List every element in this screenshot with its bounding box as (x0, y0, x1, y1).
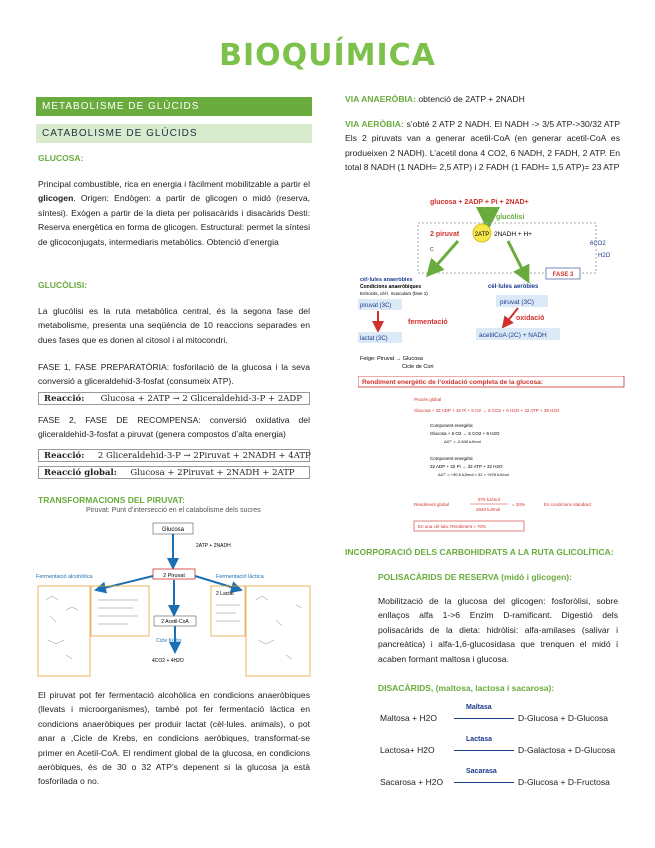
piruvat-figure (36, 520, 312, 680)
rend-comp1: Component energètic (430, 423, 474, 428)
fig-krebs: Cicle Krebs (156, 638, 182, 644)
rend-frac-den: 2840 kJ/mol (476, 507, 501, 512)
diag-lactat: lactat (3C) (360, 336, 388, 342)
glucosa-text-post: . Origen: Endògen: a partir de glicogen o midó (reserva, síntesi). Exògen a partir de la dieta per polisacàrids i disacàrids Desti: Reserva energètica en forma de glicogen. Estructural: permet la síntesi de glicoconjugats, intermediaris metabòlics. Obtenció d’energia (38, 193, 310, 247)
rend-title: Rendiment energètic de l’oxidació completa de la glucosa: (362, 379, 543, 386)
via-aerobia-text: s’obté 2 ATP 2 NADH. El NADH -> 3/5 ATP->30/32 ATP Els 2 piruvats van a generar acetil-CoA (en generar acetil-CoA es produeixen 2 NADH). L’acetil dona 4 CO2, 6 NADH, 2 FADH, 2 ATP. En total 8 NADH (1 NADH= 2,5 ATP) i 2 FADH (1 FADH= 1,5 ATP)= 23 ATP (345, 119, 620, 173)
diag-nadh: 2NADH + H+ (494, 231, 532, 238)
reaction-arrow (454, 782, 514, 783)
via-anaerobia-label: VIA ANAERÒBIA: (345, 94, 416, 104)
fig-lactate: 2 Lactat (216, 591, 234, 597)
fig-atp-label: 2ATP + 2NADH (196, 543, 231, 549)
reaction-enzyme: Maltasa (466, 704, 492, 711)
diag-anaerobic-sub: Condicions anaeròbiques (360, 284, 422, 290)
diag-co2: 6CO2 (590, 241, 606, 247)
diag-aerobic: cèl·lules aeròbies (488, 284, 539, 290)
diag-acetil: acetilCoA (2C) + NADH (479, 332, 547, 339)
diag-atp: 2ATP (474, 232, 490, 238)
fase1-paragraph: FASE 1, FASE PREPARATÒRIA: fosforilació de la glucosa i la seva conversió a gliceraldehid-3-fosfat (consumeix ATP). (38, 362, 310, 387)
reaction-fase1 (38, 392, 310, 405)
fig-glucose-label: Glucosa (161, 527, 185, 533)
glucosa-text-pre: Principal combustible, rica en energia i fàcilment mobilitzable a partir el (38, 179, 310, 189)
rend-eq-global: Glucosa + 32 ADP + 32 Pi + 6 O2 → 6 CO2 + 6 H2O + 32 ATP + 38 H2O (414, 408, 560, 413)
diag-piruvat3c-left: piruvat (3C) (360, 303, 392, 309)
diag-anaerobic-sub2: Eritrocits, cèl·l. musculars (fase 1) (360, 291, 428, 296)
reaction-arrow (454, 750, 514, 751)
reaction-left: Lactosa+ H2O (380, 745, 435, 755)
fig-acetyl: 2 Acetil-CoA (161, 619, 189, 625)
rendiment-figure (358, 376, 628, 538)
reaction-fase1-formula: Glucosa + 2ATP → 2 Gliceraldehid-3-P + 2ADP (100, 394, 302, 404)
reaction-right: D-Glucosa + D-Glucosa (518, 713, 608, 723)
reaction-global (38, 466, 310, 479)
rend-label: Rendiment global (414, 502, 450, 507)
reaction-fase2-label: Reacció: (44, 451, 85, 461)
rend-cell: En una cèl·lula: Rendiment ≈ 70% (418, 524, 487, 529)
rend-comp1-eq: Glucosa + 6 O2 → 6 CO2 + 6 H2O (430, 431, 500, 436)
reaction-sacarosa (380, 768, 630, 808)
fig-co2: 4CO2 + 4H2O (152, 658, 184, 664)
diag-top: glucosa + 2ADP + Pi + 2NAD+ (430, 199, 529, 206)
reaction-left: Sacarosa + H2O (380, 777, 444, 787)
reaction-fase2 (38, 449, 310, 462)
heading-disacarids: DISACÀRIDS, (maltosa, lactosa i sacarosa): (378, 683, 555, 693)
reaction-enzyme: Lactasa (466, 736, 493, 743)
piruvat-figure-caption: Piruvat: Punt d’intersecció en el catabolisme dels sucres (86, 507, 261, 514)
fig-alc-ferm: Fermentació alcohòlica (36, 574, 93, 580)
reaction-arrow (454, 718, 514, 719)
diag-glucolisi: glucòlisi (496, 214, 525, 221)
via-aerobia (345, 117, 620, 175)
rend-proces-global: Procés global (414, 397, 442, 402)
reaction-right: D-Glucosa + D-Fructosa (518, 777, 610, 787)
rend-comp2-eq: 32 ADP + 32 Pi → 32 ATP + 32 H2O (430, 464, 503, 469)
diag-pyruvate: 2 piruvat (430, 231, 460, 238)
glucosa-paragraph (38, 177, 310, 249)
diag-bottom2: Cicle de Cori (402, 364, 434, 370)
fase2-paragraph: FASE 2, FASE DE RECOMPENSA: conversió oxidativa del gliceraldehid-3-fosfat a piruvat (genera compostos d’alta energia) (38, 415, 310, 440)
rend-comp2-val: ΔG°' = +30,5 kJ/mol × 32 = +976 kJ/mol (438, 472, 509, 477)
diag-anaerobic: cèl·lules anaeròbies (360, 277, 413, 283)
heading-polisacarids: POLISACÀRIDS DE RESERVA (midó i glicogen): (378, 572, 572, 582)
piruvat-paragraph: El piruvat pot fer fermentació alcohòlica en condicions anaeròbiques (llevats i microorganismes), també pot fer fermentació làctica en condicions anaeròbiques per produir lactat (cèl·lules. animals), o pot anar a ,Cicle de Krebs, en condicions aeròbiques, transformat-se primer en Acetil-CoA. El rendiment global de la glucosa, en condicions aeròbiques, és de 30 o 32 ATP’s depenent si la glucosa ja està fosforilada o no. (38, 690, 310, 787)
reaction-fase1-label: Reacció: (44, 394, 85, 404)
via-anaerobia (345, 92, 620, 106)
fig-pyruvate-label: 2 Piruvat (163, 573, 185, 579)
heading-glucosa: GLUCOSA: (38, 153, 84, 163)
reaction-right: D-Galactosa + D-Glucosa (518, 745, 616, 755)
diag-h2o: H2O (598, 253, 611, 259)
reaction-global-formula: Glucosa + 2Piruvat + 2NADH + 2ATP (130, 468, 295, 478)
glucolisi-paragraph: La glucòlisi es la ruta metabòlica central, és la segona fase del metabolisme, presenta una seqüència de 10 reaccions separades en dues fases que es donen al citosol i al mitocondri. (38, 306, 310, 345)
rend-val: = 34% (512, 502, 525, 507)
heading-glucolisi: GLUCÒLISI: (38, 280, 88, 290)
diag-oxidacio: oxidació (516, 315, 545, 322)
fig-lact-ferm: Fermentació làctica (216, 574, 264, 580)
via-anaerobia-text: obtenció de 2ATP + 2NADH (415, 94, 525, 104)
glucosa-text-bold: glicogen (38, 193, 74, 204)
reaction-left: Maltosa + H2O (380, 713, 437, 723)
rend-note: En condicions standard (544, 502, 591, 507)
section-bar-metabolisme: METABOLISME DE GLÚCIDS (36, 97, 312, 116)
heading-piruvat: TRANSFORMACIONS DEL PIRUVAT: (38, 495, 185, 505)
heading-incorporacio: INCORPORACIÓ DELS CARBOHIDRATS A LA RUTA GLICOLÍTICA: (345, 547, 614, 557)
polisacarids-paragraph: Mobilització de la glucosa del glicogen: fosforòlisi, sobre enllaços alfa 1->6 Enzim D-ramificant. Digestió dels polisacàrids de la dieta: hidròlisi: alfa-amilases (salivar i pancreàtica) i alfa-1,6-glucosidasa que trenquen el midó i acaben formant maltosa i glucosa. (378, 596, 618, 664)
rend-comp1-val: ΔG°' = -2.840 kJ/mol (444, 439, 481, 444)
reaction-global-label: Reacció global: (44, 468, 117, 478)
diag-piruvat3c: piruvat (3C) (500, 299, 534, 306)
rend-comp2: Component energètic (430, 456, 474, 461)
page-title: BIOQUÍMICA (219, 38, 436, 73)
diag-fermentacio: fermentació (408, 319, 448, 326)
glycolysis-diagram (358, 195, 618, 373)
reaction-fase2-formula: 2 Gliceraldehid-3-P → 2Piruvat + 2NADH + 4ATP (97, 451, 311, 461)
subsection-bar-catabolisme: CATABOLISME DE GLÚCIDS (36, 124, 312, 143)
via-aerobia-label: VIA AERÒBIA: (345, 119, 404, 129)
diag-bottom1: Fetge: Piruvat → Glucosa (360, 356, 423, 362)
rend-frac-num: 976 kJ/mol (478, 497, 500, 502)
diag-fase3: FASE 3 (552, 272, 574, 278)
reaction-enzyme: Sacarasa (466, 768, 497, 775)
svg-text:C: C (430, 247, 434, 253)
